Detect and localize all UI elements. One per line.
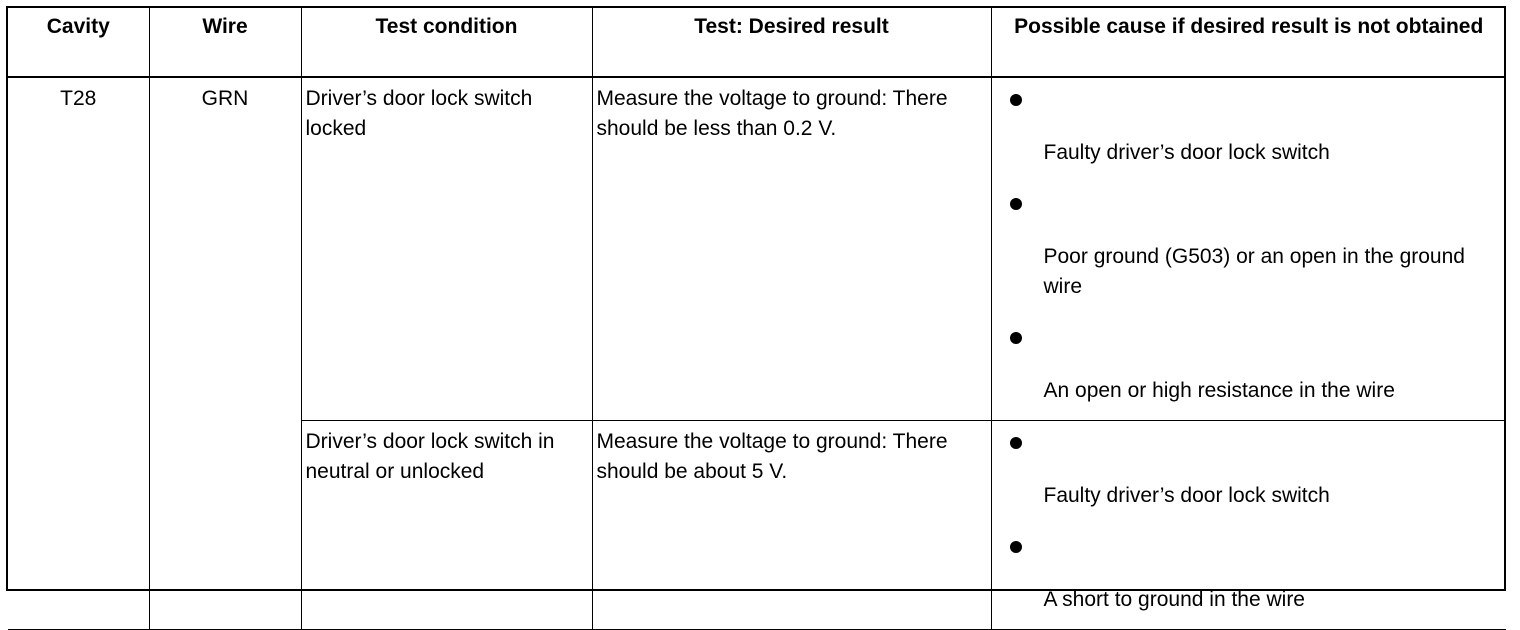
cause-list-item xyxy=(992,421,1507,525)
desired-result-cell: Measure the voltage to ground: There should be less than 0.2 V. xyxy=(592,77,991,421)
desired-result-cell: Measure the voltage to ground: There should be about 5 V. xyxy=(592,421,991,630)
header-cavity: Cavity xyxy=(8,8,149,77)
header-desired-result: Test: Desired result xyxy=(592,8,991,77)
cause-text: Faulty driver’s door lock switch xyxy=(1043,484,1330,507)
wire-cell: GRN xyxy=(149,77,301,630)
diagnostic-table xyxy=(8,8,1506,630)
test-condition-cell: Driver’s door lock switch in neutral or unlocked xyxy=(301,421,592,630)
bullet-icon xyxy=(1010,332,1022,344)
bullet-icon xyxy=(1010,541,1022,553)
cause-text: Poor ground (G503) or an open in the ground wire xyxy=(1043,245,1465,298)
header-possible-cause: Possible cause if desired result is not obtained xyxy=(991,8,1506,77)
header-test-condition: Test condition xyxy=(301,8,592,77)
cause-list-item xyxy=(992,78,1507,182)
possible-cause-cell xyxy=(991,77,1506,421)
cause-text: A short to ground in the wire xyxy=(1043,588,1305,611)
bullet-icon xyxy=(1010,198,1022,210)
test-condition-cell: Driver’s door lock switch locked xyxy=(301,77,592,421)
cause-text: An open or high resistance in the wire xyxy=(1043,379,1395,402)
cause-list-item xyxy=(992,525,1507,629)
header-wire: Wire xyxy=(149,8,301,77)
table-row xyxy=(8,77,1506,421)
possible-cause-cell xyxy=(991,421,1506,630)
table-header-row xyxy=(8,8,1506,77)
bullet-icon xyxy=(1010,94,1022,106)
diagnostic-table-container xyxy=(6,6,1506,611)
cause-list-item xyxy=(992,182,1507,316)
cavity-cell: T28 xyxy=(8,77,149,630)
cause-list-item xyxy=(992,316,1507,420)
bullet-icon xyxy=(1010,437,1022,449)
cause-text: Faulty driver’s door lock switch xyxy=(1043,141,1330,164)
